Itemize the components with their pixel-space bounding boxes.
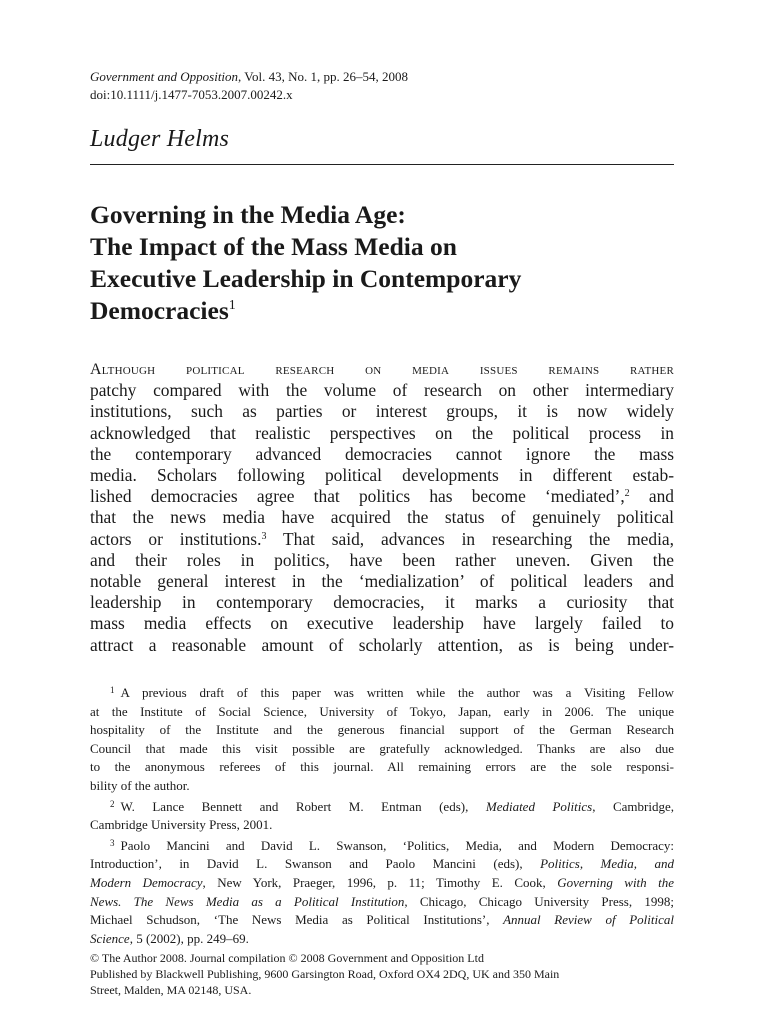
body-paragraph xyxy=(90,359,674,656)
journal-name: Government and Opposition xyxy=(90,69,239,84)
copyright-line: Published by Blackwell Publishing, 9600 Garsington Road, Oxford OX4 2DQ, UK and 350 Main xyxy=(90,967,560,981)
copyright-line: Street, Malden, MA 02148, USA. xyxy=(90,983,252,997)
footnote-1-line: to the anonymous referees of this journal. All remaining errors are the sole responsi- xyxy=(90,759,674,775)
author-name: Ludger Helms xyxy=(90,126,230,152)
body-line: actors or institutions.$^3$ That said, advances in researching the media, xyxy=(90,528,674,549)
footnote-1-marker: 1 xyxy=(110,685,115,695)
footnote-3-line: Michael Schudson, ‘The News Media as Political Institutions’, Annual Review of Political xyxy=(90,912,674,928)
body-line: patchy compared with the volume of research on other intermediary xyxy=(90,380,674,401)
footnote-2-marker: 2 xyxy=(110,798,115,809)
body-line: the contemporary advanced democracies cannot ignore the mass xyxy=(90,443,674,464)
body-line: media. Scholars following political developments in different estab- xyxy=(90,465,674,486)
body-line: mass media effects on executive leadership have largely failed to xyxy=(90,613,674,634)
footnotes xyxy=(90,684,674,948)
body-line: attract a reasonable amount of scholarly attention, as is being under- xyxy=(90,634,674,655)
body-line: and their roles in politics, have been rather uneven. Given the xyxy=(90,549,674,570)
body-line: Although political research on media issues remains rather xyxy=(90,361,674,378)
footnote-1-line: Council that made this visit possible are gratefully acknowledged. Thanks are also due xyxy=(90,740,674,756)
footnote-2-line: $^2$ W. Lance Bennett and Robert M. Entman (eds), Mediated Politics, Cambridge, xyxy=(110,798,674,814)
copyright-notice xyxy=(90,950,674,998)
title-footnote-marker[interactable]: 1 xyxy=(228,298,236,313)
title-line: Executive Leadership in Contemporary xyxy=(90,264,522,293)
title-line: The Impact of the Mass Media on xyxy=(90,232,457,261)
journal-citation xyxy=(90,68,408,104)
footnote-3-marker: 3 xyxy=(110,837,115,848)
body-line: leadership in contemporary democracies, it marks a curiosity that xyxy=(90,592,674,613)
doi: doi:10.1111/j.1477-7053.2007.00242.x xyxy=(90,87,293,102)
footnote-ref[interactable]: 2 xyxy=(624,488,630,500)
title-line: Governing in the Media Age: xyxy=(90,200,406,229)
body-line: lished democracies agree that politics has become ‘mediated’,$^2$ and xyxy=(90,486,674,507)
footnote-3-line: $^3$ Paolo Mancini and David L. Swanson, ‘Politics, Media, and Modern Democracy: xyxy=(110,837,674,853)
article-title xyxy=(90,199,680,327)
copyright-line: © The Author 2008. Journal compilation © 2008 Government and Opposition Ltd xyxy=(90,951,484,965)
body-line: notable general interest in the ‘medialization’ of political leaders and xyxy=(90,571,674,592)
footnote-3-line: Modern Democracy, New York, Praeger, 1996, p. 11; Timothy E. Cook, Governing with the xyxy=(90,874,675,890)
header-divider xyxy=(90,164,674,165)
footnote-1-line: $^1$ A previous draft of this paper was written while the author was a Visiting Fellow xyxy=(110,685,674,700)
footnote-2-line: Cambridge University Press, 2001. xyxy=(90,817,273,833)
body-line: that the news media have acquired the status of genuinely political xyxy=(90,507,674,528)
footnote-1-line: hospitality of the Institute and the generous financial support of the German Research xyxy=(90,722,674,738)
footnote-1-line: at the Institute of Social Science, University of Tokyo, Japan, early in 2006. The unique xyxy=(90,703,674,719)
citation-details: , Vol. 43, No. 1, pp. 26–54, 2008 xyxy=(238,69,409,84)
body-line: institutions, such as parties or interest groups, it is now widely xyxy=(90,401,674,422)
footnote-3-line: Science, 5 (2002), pp. 249–69. xyxy=(90,930,249,946)
footnote-ref[interactable]: 3 xyxy=(261,530,267,542)
footnote-3-line: Introduction’, in David L. Swanson and Paolo Mancini (eds), Politics, Media, and xyxy=(90,856,674,872)
body-line: acknowledged that realistic perspectives on the political process in xyxy=(90,422,674,443)
title-line: Democracies xyxy=(90,296,229,325)
footnote-3-line: News. The News Media as a Political Institution, Chicago, Chicago University Press, 1998; xyxy=(90,893,674,909)
footnote-1-line: bility of the author. xyxy=(90,777,190,793)
